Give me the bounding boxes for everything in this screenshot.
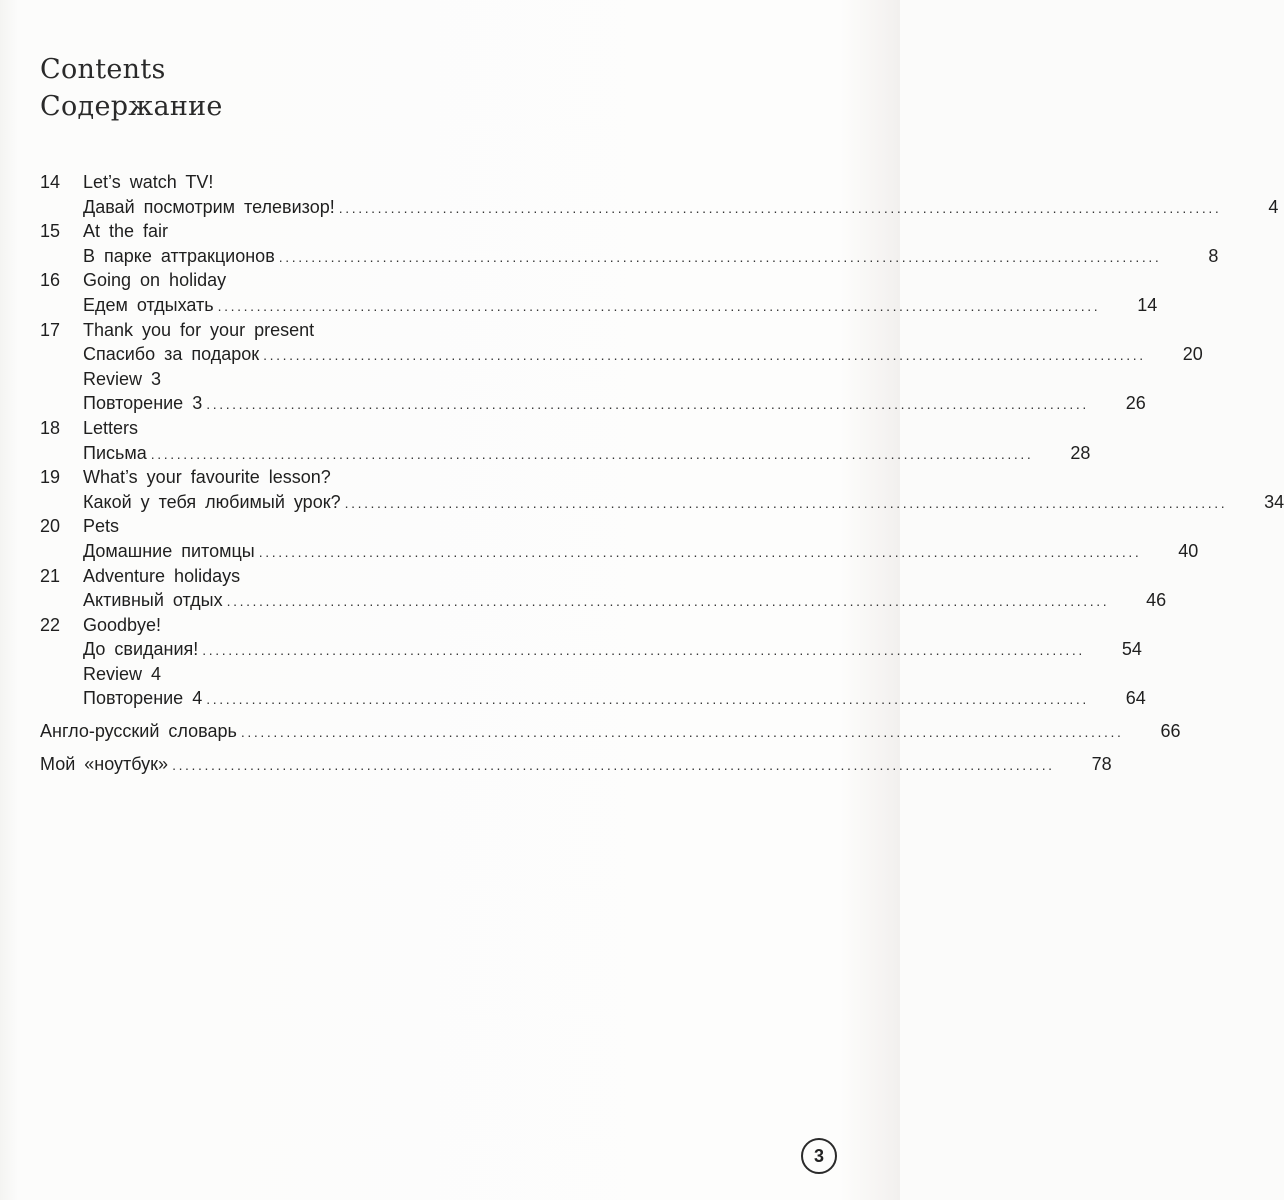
- unit-title-ru: Едем отдыхать: [83, 294, 214, 315]
- unit-title-ru: До свидания!: [83, 639, 199, 660]
- unit-title-ru: Активный отдых: [83, 590, 223, 611]
- toc-extra-row: [40, 752, 1112, 777]
- unit-title-en: Letters: [83, 417, 139, 438]
- dictionary-title: Англо-русский словарь: [40, 721, 237, 742]
- unit-title-ru: Какой у тебя любимый урок?: [83, 491, 341, 512]
- unit-title-ru: Письма: [83, 442, 147, 463]
- leader-dots: ........................................................................................................................................: [240, 724, 1124, 741]
- unit-title-ru: Спасибо за подарок: [83, 344, 260, 365]
- page-ref: 8: [1208, 245, 1219, 266]
- unit-title-ru: В парке аттракционов: [83, 245, 275, 266]
- unit-title-en: Let’s watch TV!: [83, 172, 214, 192]
- unit-title-en: Pets: [83, 516, 120, 537]
- toc-review-row: [40, 367, 810, 392]
- leader-dots: ........................................................................................................................................: [226, 593, 1110, 610]
- toc-unit-row: [40, 268, 810, 293]
- page-ref: 34: [1264, 491, 1284, 512]
- unit-title-en: Goodbye!: [83, 614, 162, 635]
- toc-unit-row: [40, 514, 810, 539]
- unit-number: 19: [40, 467, 61, 488]
- page-ref: 26: [1125, 393, 1146, 414]
- leader-dots: ........................................................................................................................................: [263, 347, 1146, 364]
- contents-title-en: Contents: [40, 54, 166, 85]
- toc-unit-row: [40, 564, 810, 589]
- toc-entry-row: [40, 686, 1146, 711]
- toc-unit-row: [40, 318, 810, 343]
- table-of-contents: [40, 170, 1284, 776]
- page-ref: 54: [1121, 639, 1142, 660]
- unit-title-en: Going on holiday: [83, 270, 227, 291]
- leader-dots: ........................................................................................................................................: [338, 199, 1222, 216]
- unit-title-en: Review 4: [83, 663, 162, 684]
- leader-dots: ........................................................................................................................................: [344, 494, 1228, 511]
- leader-dots: ........................................................................................................................................: [172, 756, 1055, 773]
- leader-dots: ........................................................................................................................................: [278, 248, 1162, 265]
- unit-title-en: At the fair: [83, 221, 169, 242]
- unit-number: 20: [40, 516, 61, 537]
- leader-dots: ........................................................................................................................................: [258, 543, 1142, 560]
- unit-number: 17: [40, 319, 61, 340]
- page-ref: 78: [1091, 753, 1112, 774]
- leader-dots: ........................................................................................................................................: [206, 691, 1089, 708]
- page-ref: 66: [1160, 721, 1181, 742]
- toc-unit-row: [40, 219, 810, 244]
- unit-number: 18: [40, 417, 61, 438]
- leader-dots: ........................................................................................................................................: [150, 445, 1034, 462]
- toc-extra-row: [40, 719, 1181, 744]
- toc-entry-row: [40, 539, 1199, 564]
- unit-title-en: What’s your favourite lesson?: [83, 467, 331, 488]
- page-ref: 28: [1070, 442, 1091, 463]
- toc-entry-row: [40, 588, 1167, 613]
- page-ref: 64: [1125, 688, 1146, 709]
- page-ref: 40: [1178, 540, 1199, 561]
- toc-entry-row: [40, 441, 1091, 466]
- toc-entry-row: [40, 490, 1284, 515]
- page-ref: 4: [1268, 196, 1279, 217]
- page-ref: 14: [1137, 294, 1158, 315]
- unit-number: 22: [40, 614, 61, 635]
- toc-review-row: [40, 662, 810, 687]
- leader-dots: ........................................................................................................................................: [202, 642, 1085, 659]
- toc-entry-row: [40, 637, 1142, 662]
- toc-entry-row: [40, 293, 1158, 318]
- unit-title-ru: Повторение 4: [83, 688, 203, 709]
- notebook-title: Мой «ноутбук»: [40, 753, 169, 774]
- toc-unit-row: [40, 465, 810, 490]
- page-ref: 20: [1182, 344, 1203, 365]
- page-number-badge: 3: [801, 1138, 837, 1174]
- page-ref: 46: [1146, 590, 1167, 611]
- unit-number: 14: [40, 172, 61, 192]
- unit-title-en: Adventure holidays: [83, 565, 241, 586]
- toc-unit-row: [40, 416, 810, 441]
- leader-dots: ........................................................................................................................................: [217, 297, 1101, 314]
- toc-entry-row: [40, 244, 1219, 269]
- unit-title-en: Review 3: [83, 368, 162, 389]
- toc-entry-row: [40, 195, 1279, 220]
- unit-title-ru: Домашние питомцы: [83, 540, 255, 561]
- toc-entry-row: [40, 342, 1203, 367]
- toc-entry-row: [40, 391, 1146, 416]
- toc-unit-row: [40, 170, 810, 195]
- unit-title-ru: Повторение 3: [83, 393, 203, 414]
- unit-number: 16: [40, 270, 61, 291]
- unit-title-en: Thank you for your present: [83, 319, 315, 340]
- contents-title-ru: Содержание: [40, 91, 223, 122]
- unit-number: 21: [40, 565, 61, 586]
- unit-title-ru: Давай посмотрим телевизор!: [83, 196, 335, 217]
- unit-number: 15: [40, 221, 61, 242]
- leader-dots: ........................................................................................................................................: [206, 396, 1089, 413]
- toc-unit-row: [40, 613, 810, 638]
